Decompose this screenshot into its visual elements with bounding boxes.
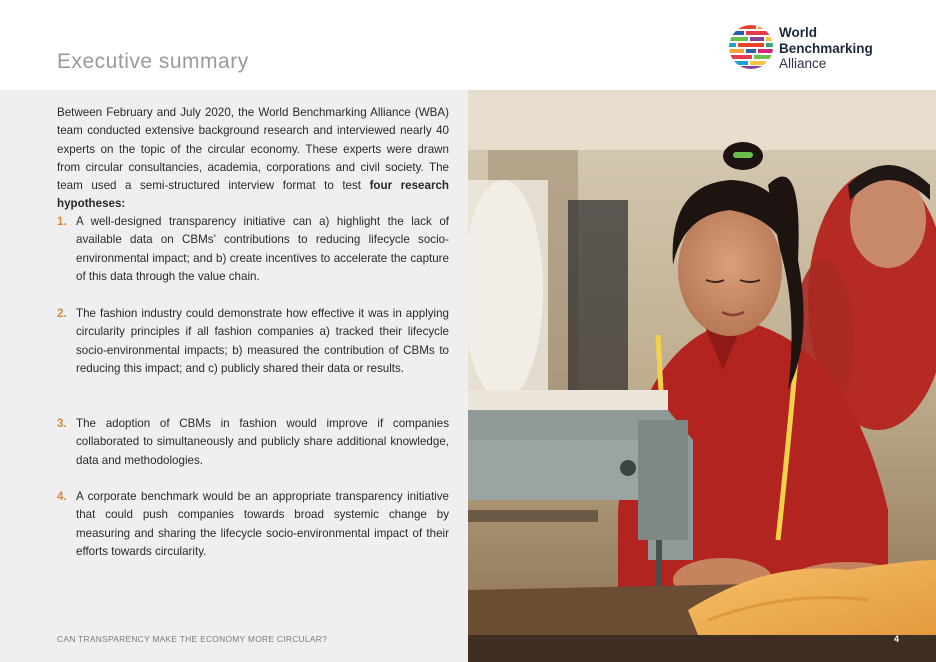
hypothesis-number: 4. bbox=[57, 490, 67, 503]
hypothesis-number: 2. bbox=[57, 307, 67, 320]
hypothesis-text: A corporate benchmark would be an appropriate transparency initiative that could push companies towards broad systemic change by measuring and sharing the lifecycle socio-environmental impact of their efforts towards circularity. bbox=[76, 490, 449, 558]
logo-line-benchmarking: Benchmarking bbox=[779, 40, 873, 56]
hypothesis-text: The fashion industry could demonstrate how effective it was in applying circularity principles if all fashion companies a) tracked their lifecycle socio-environmental impacts; b) measured the contribution of CBMs to reducing this impact; and c) publicly shared their data or results. bbox=[76, 307, 449, 375]
logo-wordmark bbox=[779, 25, 873, 72]
page-title: Executive summary bbox=[57, 50, 249, 73]
wba-logo bbox=[728, 22, 898, 72]
hypothesis-text: A well-designed transparency initiative can a) highlight the lack of available data on CBMs’ contributions to reducing lifecycle socio-environmental impact; and b) create incentives to accelerate the capture of this data through the value chain. bbox=[76, 215, 449, 283]
intro-text: Between February and July 2020, the World Benchmarking Alliance (WBA) team conducted extensive background research and interviewed nearly 40 experts on the topic of the circular economy. These experts were drawn from circular consultancies, academia, corporations and civil society. The team used a semi-structured interview format to test bbox=[57, 106, 449, 193]
hypothesis-text: The adoption of CBMs in fashion would improve if companies collaborated to simultaneously and publicly share additional knowledge, data and methodologies. bbox=[76, 417, 449, 467]
page-header bbox=[0, 0, 936, 90]
photo-illustration bbox=[468, 90, 936, 662]
hypothesis-item bbox=[57, 213, 449, 286]
intro-paragraph bbox=[57, 104, 449, 214]
hypothesis-number: 1. bbox=[57, 215, 67, 228]
hypothesis-item bbox=[57, 415, 449, 470]
intro-bold-text: four research hypotheses: bbox=[57, 179, 449, 211]
footer-report-title: CAN TRANSPARENCY MAKE THE ECONOMY MORE CIRCULAR? bbox=[57, 634, 328, 644]
hypothesis-number: 3. bbox=[57, 417, 67, 430]
hypothesis-item bbox=[57, 305, 449, 378]
hypothesis-item bbox=[57, 488, 449, 561]
logo-line-world: World bbox=[779, 25, 817, 40]
garment-worker-photo bbox=[468, 90, 936, 662]
page-number: 4 bbox=[894, 634, 900, 644]
logo-line-alliance: Alliance bbox=[779, 56, 827, 71]
globe-logo-icon bbox=[728, 24, 774, 70]
